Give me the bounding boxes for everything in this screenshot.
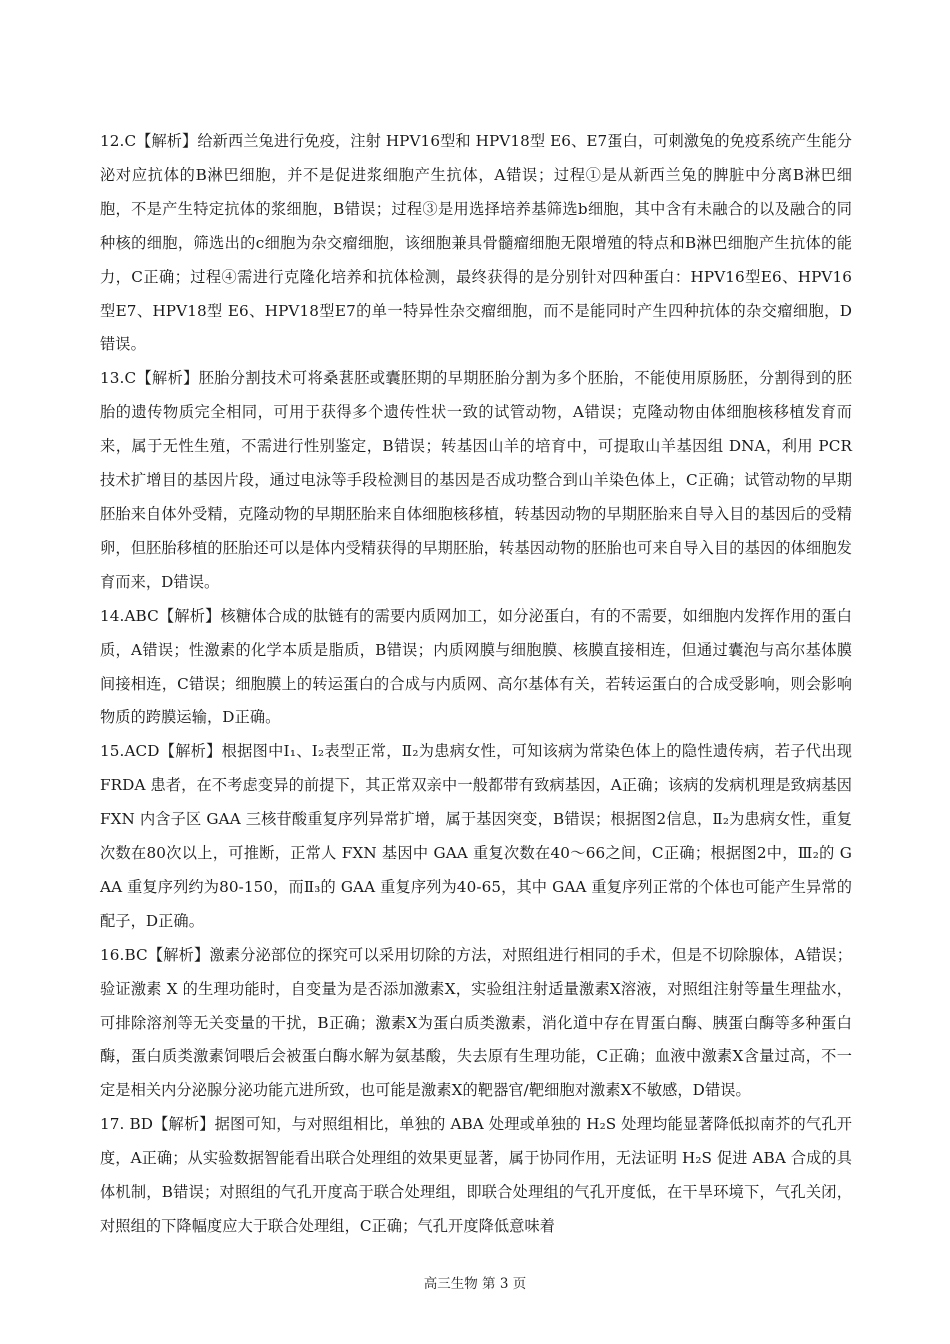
explanation-q14: 14.ABC【解析】核糖体合成的肽链有的需要内质网加工，如分泌蛋白，有的不需要，如细胞内发挥作用的蛋白质，A错误；性激素的化学本质是脂质，B错误；内质网膜与细胞膜、核膜直接相连，但通过囊泡与高尔基体膜间接相连，C错误；细胞膜上的转运蛋白的合成与内质网、高尔基体有关，若转运蛋白的合成受影响，则会影响物质的跨膜运输，D正确。 (100, 606, 852, 727)
page-footer: 高三生物 第 3 页 (423, 1276, 527, 1292)
explanation-q16: 16.BC【解析】激素分泌部位的探究可以采用切除的方法，对照组进行相同的手术，但是不切除腺体，A错误；验证激素 X 的生理功能时，自变量为是否添加激素X，实验组注射适量激素X溶液，对照组注射等量生理盐水，可排除溶剂等无关变量的干扰，B正确；激素X为蛋白质类激素，消化道中存在胃蛋白酶、胰蛋白酶等多种蛋白酶，蛋白质类激素饲喂后会被蛋白酶水解为氨基酸，失去原有生理功能，C正确；血液中激素X含量过高，不一定是相关内分泌腺分泌功能亢进所致，也可能是激素X的靶器官/靶细胞对激素X不敏感，D错误。 (100, 945, 852, 1100)
explanation-q12: 12.C【解析】给新西兰兔进行免疫，注射 HPV16型和 HPV18型 E6、E7蛋白，可刺激兔的免疫系统产生能分泌对应抗体的B淋巴细胞，并不是促进浆细胞产生抗体，A错误；过程①是从新西兰兔的脾脏中分离B淋巴细胞，不是产生特定抗体的浆细胞，B错误；过程③是用选择培养基筛选b细胞，其中含有未融合的以及融合的同种核的细胞，筛选出的c细胞为杂交瘤细胞，该细胞兼具骨髓瘤细胞无限增殖的特点和B淋巴细胞产生抗体的能力，C正确；过程④需进行克隆化培养和抗体检测，最终获得的是分别针对四种蛋白：HPV16型E6、HPV16型E7、HPV18型 E6、HPV18型E7的单一特异性杂交瘤细胞，而不是能同时产生四种抗体的杂交瘤细胞，D错误。 (100, 132, 852, 354)
answer-explanations (100, 125, 852, 1244)
explanation-q15: 15.ACD【解析】根据图中Ⅰ₁、Ⅰ₂表型正常，Ⅱ₂为患病女性，可知该病为常染色体上的隐性遗传病，若子代出现 FRDA 患者，在不考虑变异的前提下，其正常双亲中一般都带有致病基因，A正确；该病的发病机理是致病基因 FXN 内含子区 GAA 三核苷酸重复序列异常扩增，属于基因突变，B错误；根据图2信息，Ⅱ₂为患病女性，重复次数在80次以上，可推断，正常人 FXN 基因中 GAA 重复次数在40～66之间，C正确；根据图2中，Ⅲ₂的 GAA 重复序列约为80-150，而Ⅱ₃的 GAA 重复序列为40-65，其中 GAA 重复序列正常的个体也可能产生异常的配子，D正确。 (100, 742, 852, 930)
explanation-q17: 17. BD【解析】据图可知，与对照组相比，单独的 ABA 处理或单独的 H₂S 处理均能显著降低拟南芥的气孔开度，A正确；从实验数据智能看出联合处理组的效果更显著，属于协同作用，无法证明 H₂S 促进 ABA 合成的具体机制，B错误；对照组的气孔开度高于联合处理组，即联合处理组的气孔开度低，在干旱环境下，气孔关闭，对照组的下降幅度应大于联合处理组，C正确；气孔开度降低意味着 (100, 1115, 852, 1235)
explanation-q13: 13.C【解析】胚胎分割技术可将桑葚胚或囊胚期的早期胚胎分割为多个胚胎，不能使用原肠胚，分割得到的胚胎的遗传物质完全相同，可用于获得多个遗传性状一致的试管动物，A错误；克隆动物由体细胞核移植发育而来，属于无性生殖，不需进行性别鉴定，B错误；转基因山羊的培育中，可提取山羊基因组 DNA，利用 PCR 技术扩增目的基因片段，通过电泳等手段检测目的基因是否成功整合到山羊染色体上，C正确；试管动物的早期胚胎来自体外受精，克隆动物的早期胚胎来自体细胞核移植，转基因动物的早期胚胎来自导入目的基因后的受精卵，但胚胎移植的胚胎还可以是体内受精获得的早期胚胎，转基因动物的胚胎也可来自导入目的基因的体细胞发育而来，D错误。 (100, 369, 852, 591)
